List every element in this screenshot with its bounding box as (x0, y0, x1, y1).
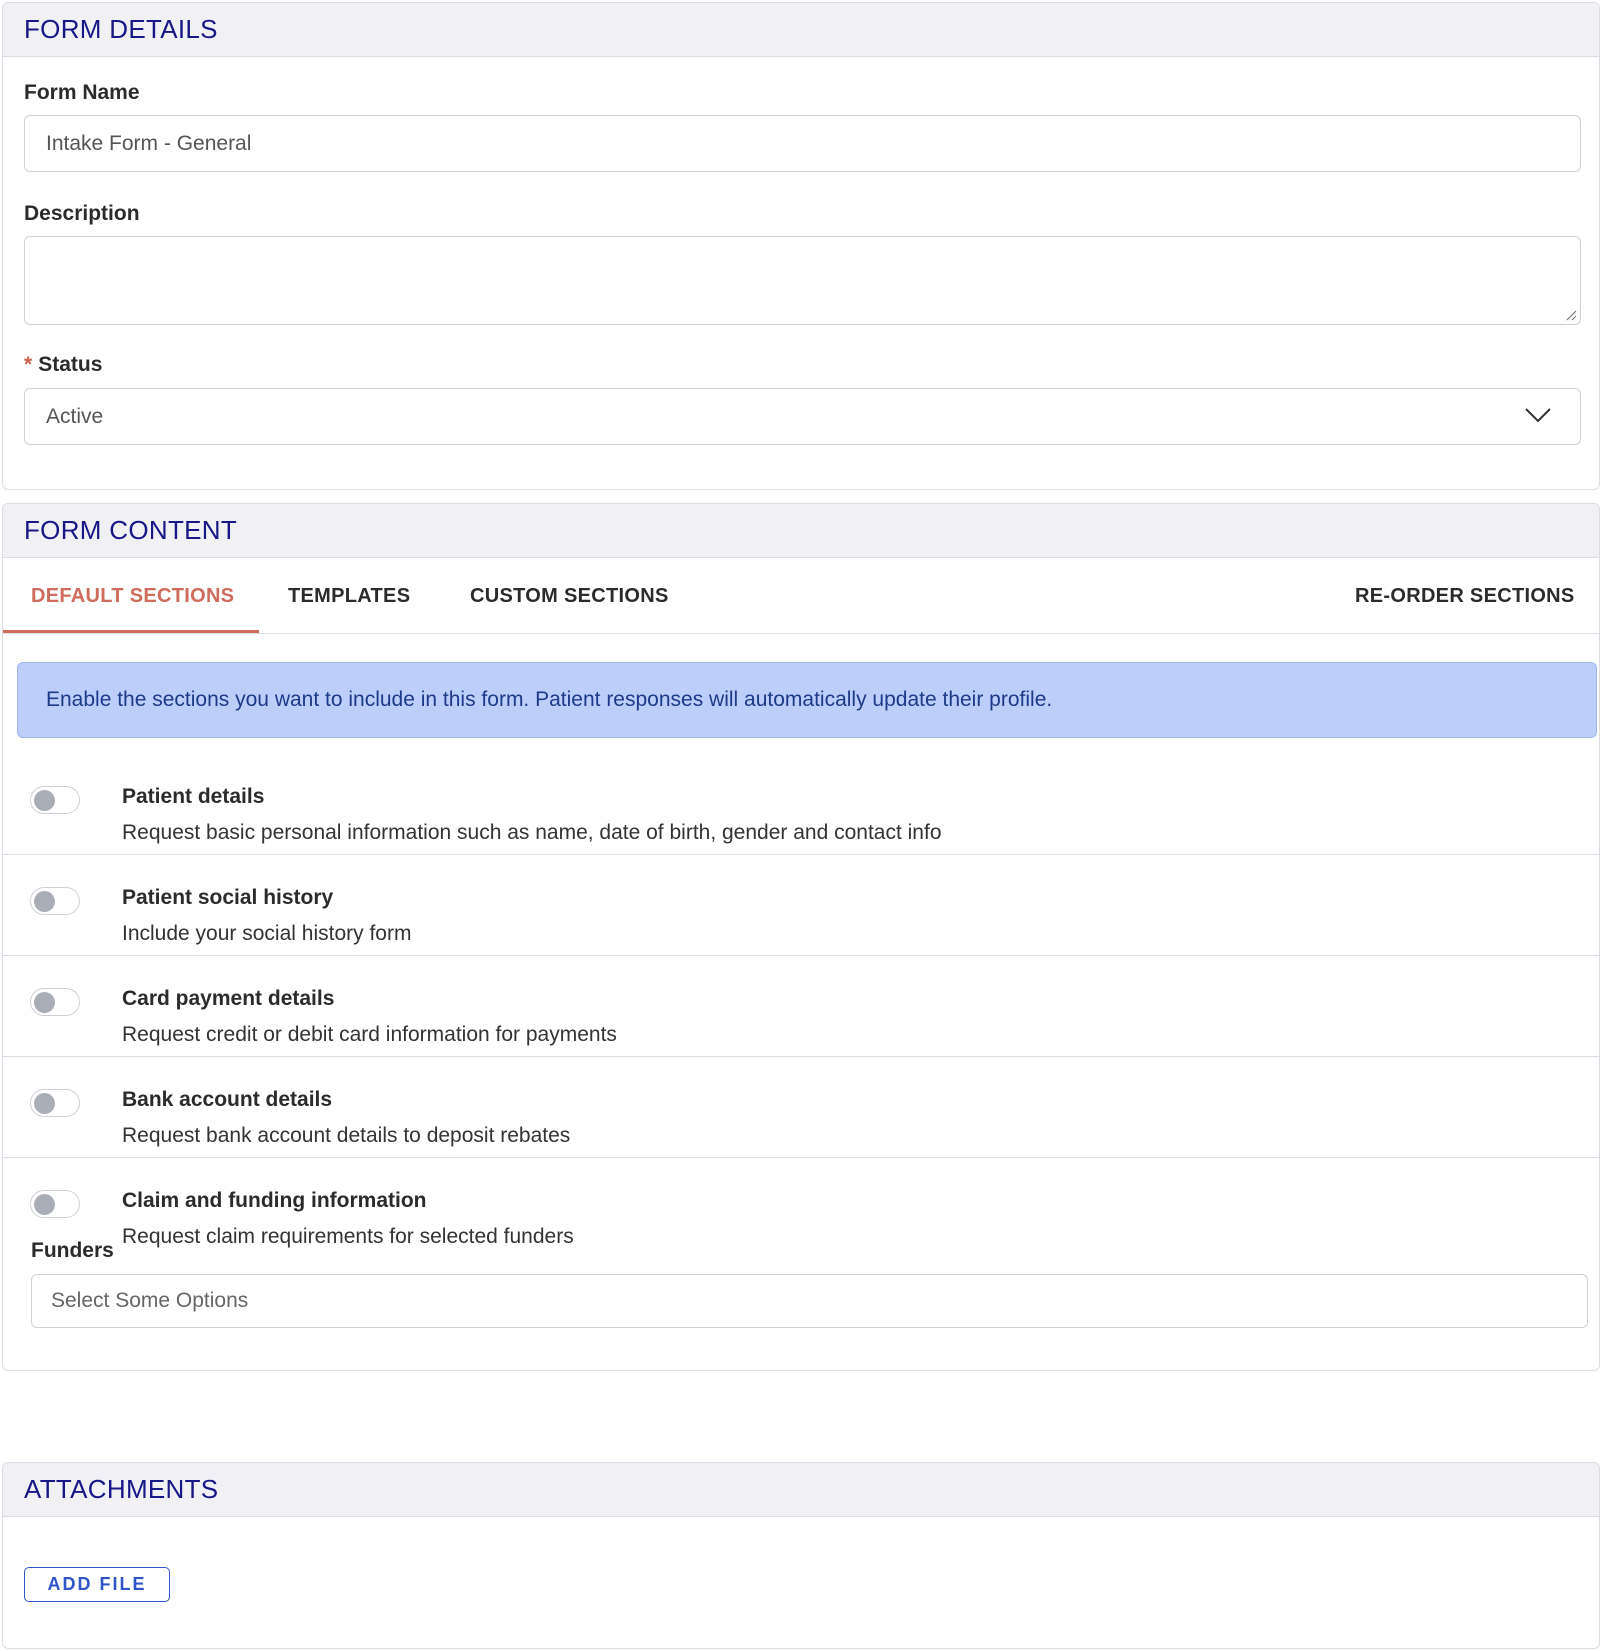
form-name-label: Form Name (24, 81, 140, 104)
tab-default-sections[interactable]: DEFAULT SECTIONS (31, 584, 235, 607)
section-title: Patient social history (122, 886, 334, 909)
form-name-value: Intake Form - General (46, 131, 252, 155)
toggle-card-payment-details[interactable] (30, 988, 80, 1016)
chevron-down-icon (1524, 405, 1552, 425)
attachments-panel (2, 1462, 1600, 1649)
section-tabs (3, 558, 1599, 634)
attachments-title: ATTACHMENTS (24, 1474, 219, 1504)
required-marker: * (24, 353, 33, 376)
section-row-claim-and-funding (3, 1158, 1599, 1259)
toggle-patient-social-history[interactable] (30, 887, 80, 915)
info-banner (17, 662, 1597, 738)
form-content-panel (2, 503, 1600, 1371)
section-description: Include your social history form (122, 922, 412, 945)
toggle-knob (34, 1093, 55, 1114)
section-title: Bank account details (122, 1088, 333, 1111)
tab-re-order-sections[interactable]: RE-ORDER SECTIONS (1355, 584, 1575, 607)
description-textarea[interactable] (24, 236, 1581, 325)
info-banner-text: Enable the sections you want to include in this form. Patient responses will automatically update their profile. (46, 688, 1053, 711)
status-value: Active (46, 404, 104, 428)
status-label (24, 353, 102, 377)
form-content-title: FORM CONTENT (24, 515, 238, 545)
section-description: Request claim requirements for selected funders (122, 1225, 574, 1248)
funders-label: Funders (31, 1239, 114, 1262)
toggle-knob (34, 1194, 55, 1215)
form-details-panel (2, 2, 1600, 490)
toggle-bank-account-details[interactable] (30, 1089, 80, 1117)
funders-multiselect[interactable] (31, 1274, 1588, 1328)
section-title: Patient details (122, 785, 265, 808)
section-title: Claim and funding information (122, 1189, 427, 1212)
section-row-card-payment-details (3, 956, 1599, 1057)
description-label: Description (24, 202, 140, 225)
toggle-knob (34, 992, 55, 1013)
form-details-title: FORM DETAILS (24, 14, 218, 44)
toggle-knob (34, 891, 55, 912)
section-title: Card payment details (122, 987, 335, 1010)
status-select[interactable] (24, 388, 1581, 445)
add-file-button[interactable]: ADD FILE (24, 1567, 170, 1602)
status-label-text: Status (38, 353, 103, 376)
toggle-knob (34, 790, 55, 811)
section-description: Request bank account details to deposit rebates (122, 1124, 571, 1147)
toggle-claim-and-funding[interactable] (30, 1190, 80, 1218)
form-content-header (3, 504, 1599, 558)
toggle-patient-details[interactable] (30, 786, 80, 814)
form-name-input[interactable] (24, 115, 1581, 172)
funders-placeholder: Select Some Options (51, 1289, 249, 1312)
section-row-patient-social-history (3, 855, 1599, 956)
attachments-header (3, 1463, 1599, 1517)
section-description: Request credit or debit card information for payments (122, 1023, 617, 1046)
section-description: Request basic personal information such as name, date of birth, gender and contact info (122, 821, 942, 844)
section-row-patient-details (3, 754, 1599, 855)
tab-custom-sections[interactable]: CUSTOM SECTIONS (470, 584, 669, 607)
tab-templates[interactable]: TEMPLATES (288, 584, 411, 607)
active-tab-indicator (3, 630, 259, 633)
section-row-bank-account-details (3, 1057, 1599, 1158)
resize-grip-icon[interactable] (1565, 309, 1577, 321)
form-details-header (3, 3, 1599, 57)
